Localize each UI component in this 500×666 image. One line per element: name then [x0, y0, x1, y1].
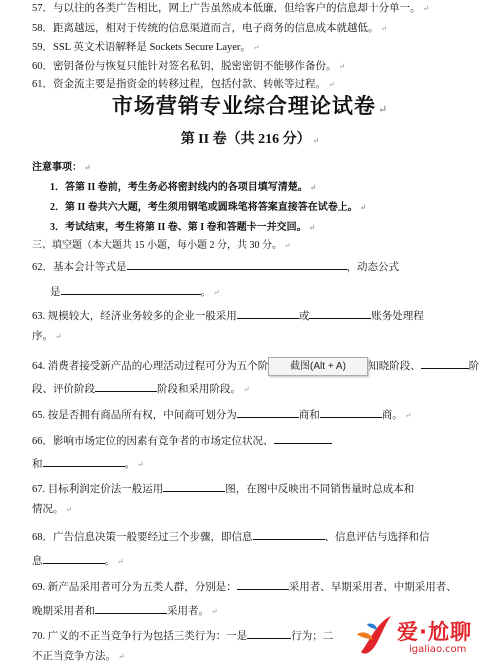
question-67-cont: 情况。 ↵: [32, 504, 73, 515]
watermark-url: igaliao.com: [409, 644, 467, 655]
question-66: 66．影响市场定位的因素有竞争者的市场定位状况、: [32, 432, 480, 449]
question-70-cont: 不正当竞争方法。 ↵: [32, 651, 125, 662]
question-64-cont: 段、评价阶段 阶段和采用阶段。 ↵: [32, 380, 480, 397]
question-59: 59．SSL 英文术语解释是 Sockets Secure Layer。 ↵: [32, 42, 260, 53]
note-1: 1．答第 II 卷前，考生务必将密封线内的各项目填写清楚。 ↵: [50, 182, 317, 193]
question-66-cont: 和 。 ↵: [32, 455, 480, 472]
watermark-brand: 爱·尬聊: [397, 620, 472, 644]
question-65: 65. 按是否拥有商品所有权，中间商可划分为 商和 商。 ↵: [32, 406, 480, 423]
question-60: 60．密钥备份与恢复只能针对签名私钥，脱密密钥不能够作备份。 ↵: [32, 61, 346, 72]
exam-subtitle: 第 II 卷（共 216 分） ↵: [180, 132, 320, 147]
section-heading: 三、填空题（本大题共 15 小题，每小题 2 分，共 30 分。 ↵: [32, 240, 291, 251]
watermark-logo-icon: [355, 612, 395, 658]
question-64: 64. 消费者接受新产品的心理活动过程可分为五个阶 知晓阶段、 阶: [32, 357, 480, 374]
screenshot-tooltip: 截图(Alt + A): [268, 357, 368, 376]
question-69-cont: 晚期采用者和 采用者。 ↵: [32, 602, 480, 619]
exam-title: 市场营销专业综合理论试卷 ↵: [111, 94, 389, 118]
site-watermark: [355, 612, 495, 662]
question-63-cont: 序。 ↵: [32, 331, 62, 342]
question-68: 68．广告信息决策一般要经过三个步骤，即信息 、信息评估与选择和信: [32, 528, 480, 545]
question-70: 70. 广义的不正当竞争行为包括三类行为：一是 行为；二: [32, 627, 480, 644]
question-61: 61．资金流主要是指资金的转移过程，包括付款、转帐等过程。 ↵: [32, 79, 335, 90]
note-2: 2．第 II 卷共六大题，考生须用钢笔或圆珠笔将答案直接答在试卷上。 ↵: [50, 202, 367, 213]
note-3: 3．考试结束，考生将第 II 卷、第 I 卷和答题卡一并交回。 ↵: [50, 222, 316, 233]
question-62-cont: 是 。 ↵: [50, 283, 480, 300]
question-68-cont: 息 。 ↵: [32, 552, 480, 569]
question-62: 62．基本会计等式是 ，动态公式: [32, 258, 480, 275]
question-57: 57．与以往的各类广告相比，网上广告虽然成本低廉，但给客户的信息却十分单一。 ↵: [32, 3, 430, 14]
question-63: 63. 规模较大，经济业务较多的企业一般采用 或 账务处理程: [32, 307, 480, 324]
question-69: 69. 新产品采用者可分为五类人群，分别是： 采用者、早期采用者、中期采用者、: [32, 578, 480, 595]
question-67: 67. 目标利润定价法一般运用 图，在图中反映出不同销售量时总成本和: [32, 480, 480, 497]
notes-heading: 注意事项： ↵: [32, 162, 91, 173]
question-58: 58．距离越远，相对于传统的信息渠道而言，电子商务的信息成本就越低。 ↵: [32, 23, 388, 34]
